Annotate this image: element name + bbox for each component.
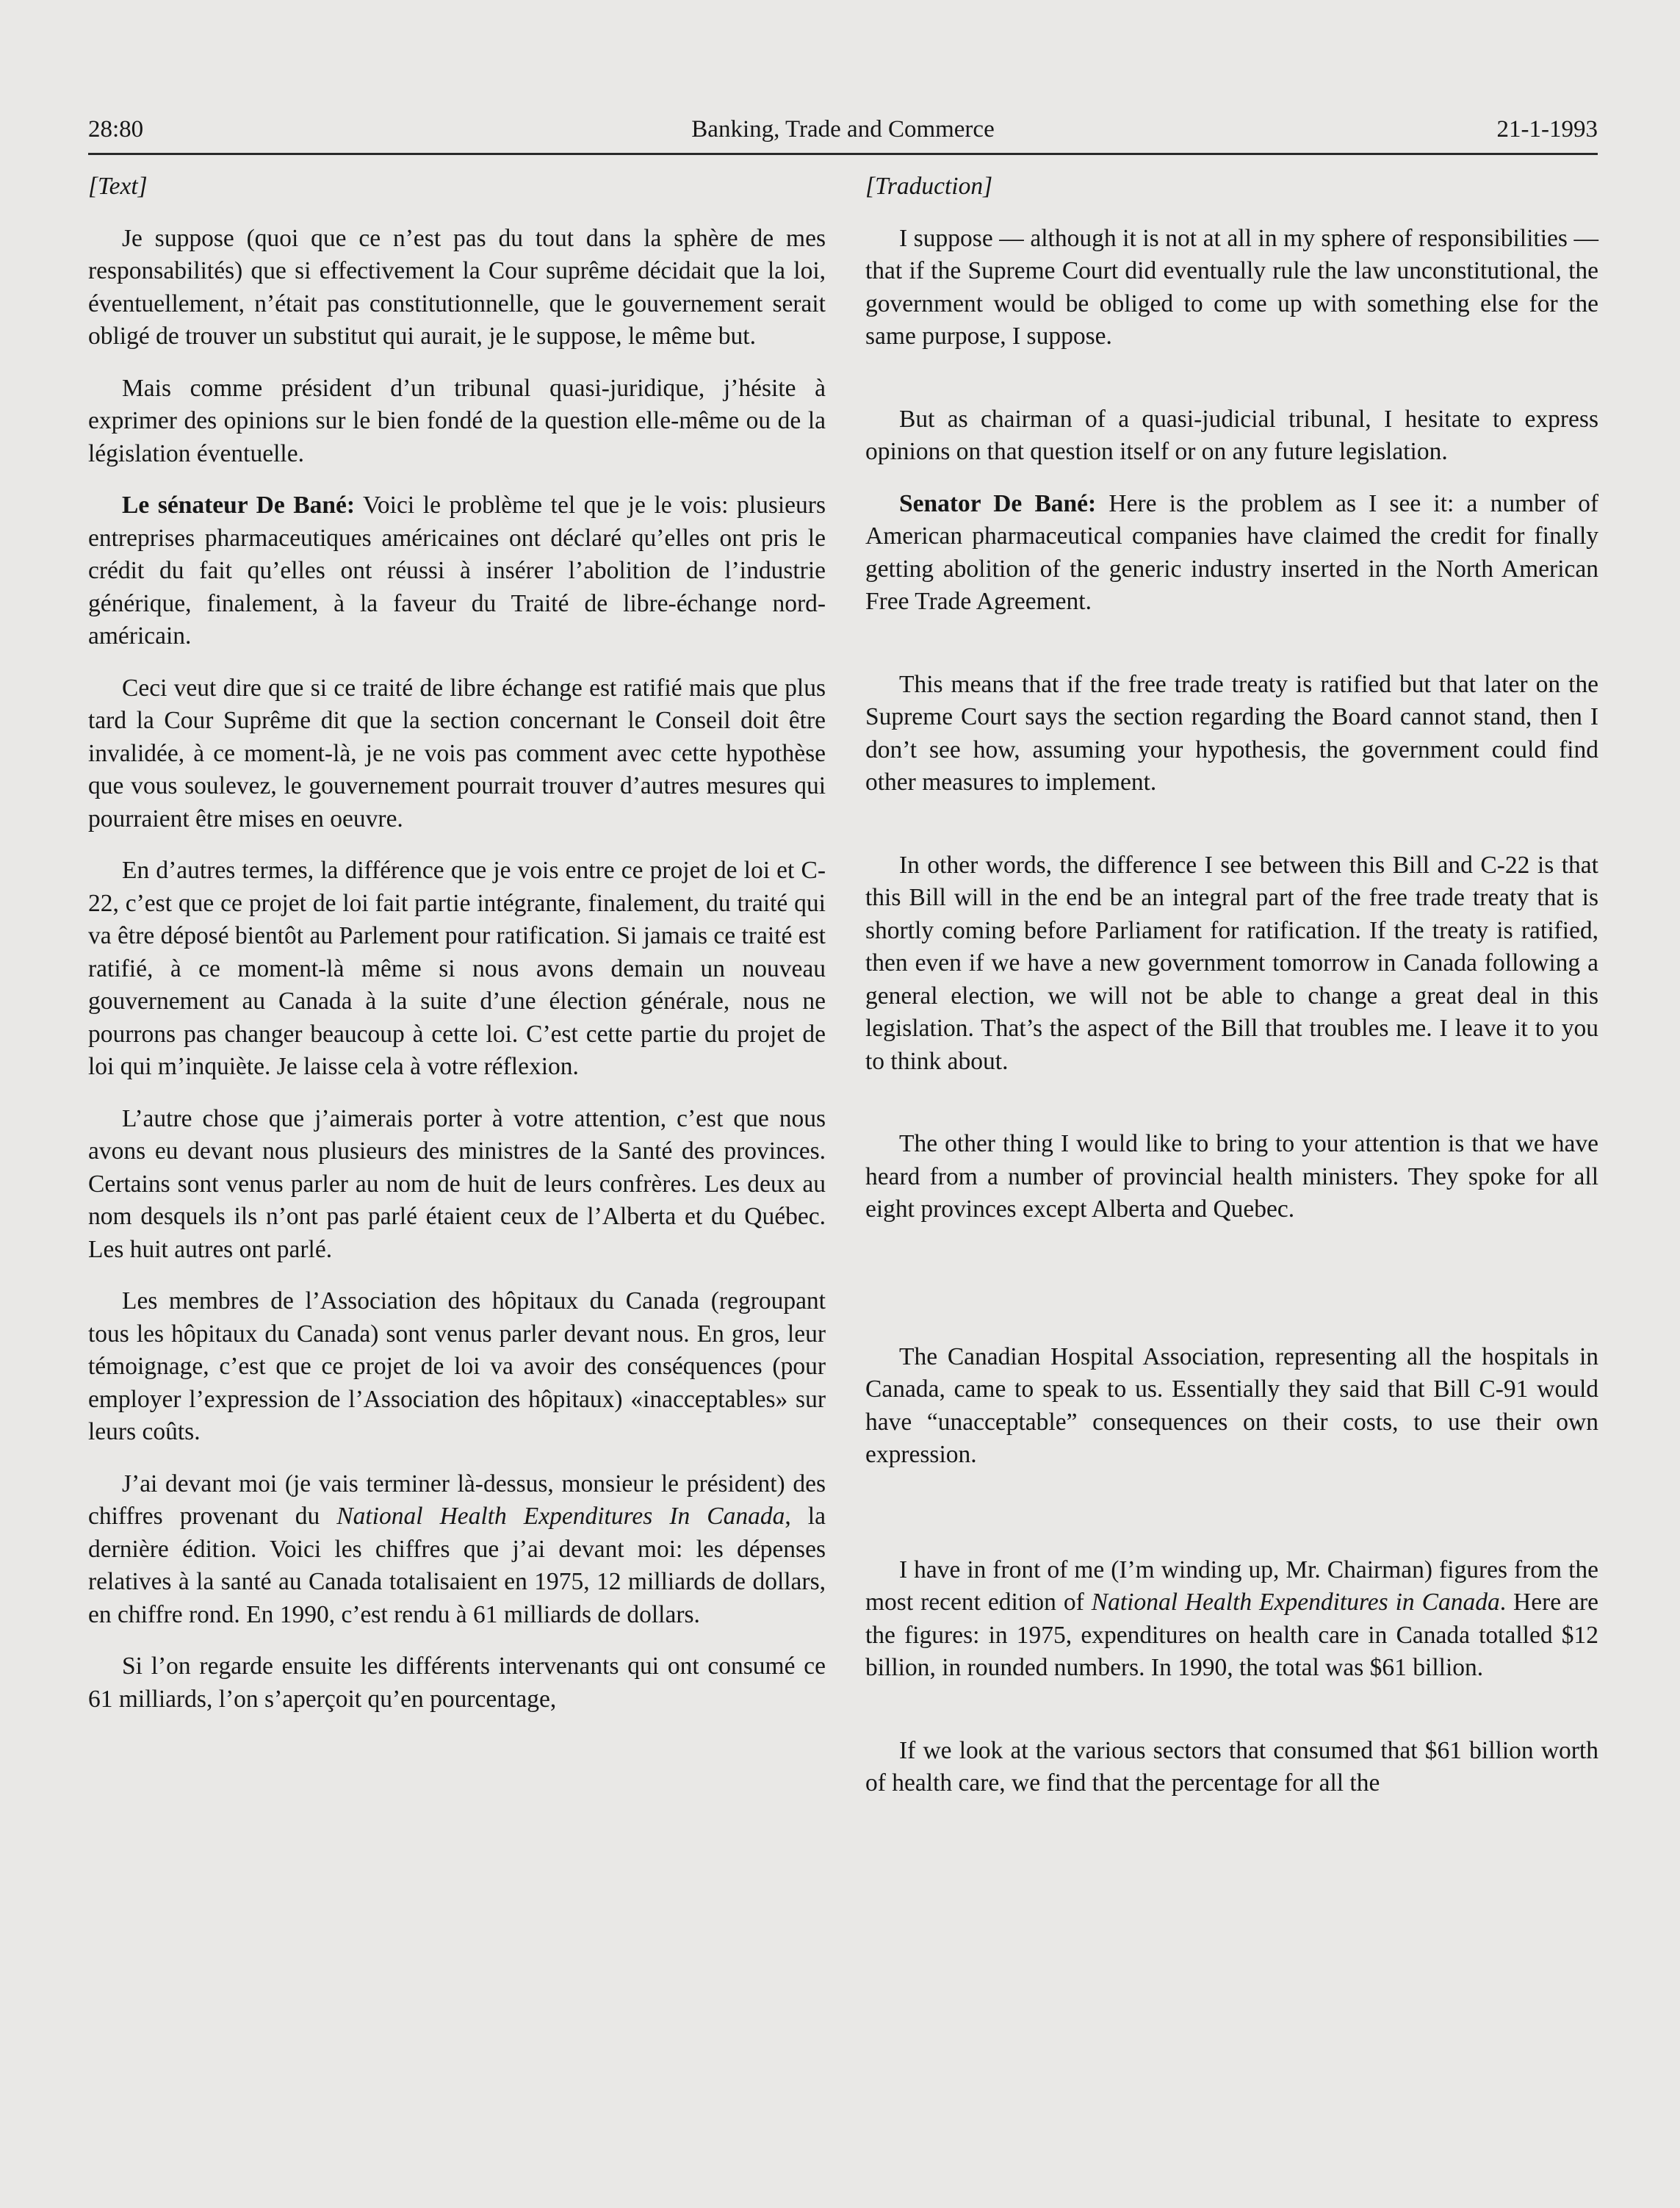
speaker-name: Le sénateur De Bané:: [122, 492, 356, 519]
publication-title: National Health Expenditures in Canada: [1091, 1589, 1500, 1616]
paragraph: Si l’on regarde ensuite les différents intervenants qui ont consumé ce 61 milliards, l’on s’aperçoit qu’en pourcentage,: [88, 1653, 826, 1713]
paragraph: Le sénateur De Bané: Voici le problème tel que je le vois: plusieurs entreprises pharmaceutiques américaines ont déclaré qu’elles ont pris le crédit du fait qu’elles ont réussi à insérer l’abolition de l’industrie générique, finalement, à la faveur du Traité de libre-échange nord-américain.: [88, 492, 826, 650]
paragraph: Ceci veut dire que si ce traité de libre échange est ratifié mais que plus tard la Cour Suprême dit que la section concernant le Conseil doit être invalidée, à ce moment-là, je ne vois pas comment avec cette hypothèse que vous soulevez, le gouvernement pourrait trouver d’autres mesures qui pourraient être mises en oeuvre.: [88, 674, 826, 833]
french-column: [88, 170, 826, 1716]
page-header: [88, 110, 1598, 155]
publication-title: National Health Expenditures In Canada: [336, 1503, 785, 1530]
paragraph: I suppose — although it is not at all in my sphere of responsibilities — that if the Supreme Court did eventually rule the law unconstitutional, the government would be obliged to come up with something else for the same purpose, I suppose.: [865, 224, 1598, 350]
paragraph: J’ai devant moi (je vais terminer là-dessus, monsieur le président) des chiffres provenant du National Health Expenditures In Canada, la dernière édition. Voici les chiffres que j’ai devant moi: les dépenses relatives à la santé au Canada totalisaient en 1975, 12 milliards de dollars, en chiffre rond. En 1990, c’est rendu à 61 milliards de dollars.: [88, 1470, 826, 1628]
speaker-name: Senator De Bané:: [899, 489, 1097, 517]
paragraph: The other thing I would like to bring to your attention is that we have heard from a number of provincial health ministers. They spoke for all eight provinces except Alberta and Quebec.: [865, 1130, 1598, 1223]
paragraph: But as chairman of a quasi-judicial tribunal, I hesitate to express opinions on that question itself or on any future legislation.: [865, 405, 1598, 465]
page-number: 28:80: [88, 116, 144, 143]
paragraph: L’autre chose que j’aimerais porter à votre attention, c’est que nous avons eu devant nous plusieurs des ministres de la Santé des provinces. Certains sont venus parler au nom de huit de leurs confrères. Les deux au nom desquels ils n’ont pas parlé étaient ceux de l’Alberta et du Québec. Les huit autres ont parlé.: [88, 1104, 826, 1263]
paragraph: This means that if the free trade treaty is ratified but that later on the Supreme Court says the section regarding the Board cannot stand, then I don’t see how, assuming your hypothesis, the government could find other measures to implement.: [865, 670, 1598, 796]
paragraph: Mais comme président d’un tribunal quasi-juridique, j’hésite à exprimer des opinions sur le bien fondé de la question elle-même ou de la législation éventuelle.: [88, 374, 826, 467]
committee-title: Banking, Trade and Commerce: [691, 116, 995, 143]
paragraph: Je suppose (quoi que ce n’est pas du tout dans la sphère de mes responsabilités) que si effectivement la Cour suprême décidait que la loi, éventuellement, n’était pas constitutionnelle, que le gouvernement serait obligé de trouver un substitut qui aurait, je le suppose, le même but.: [88, 224, 826, 350]
paragraph: If we look at the various sectors that consumed that $61 billion worth of health care, we find that the percentage for all the: [865, 1736, 1598, 1797]
paragraph: The Canadian Hospital Association, representing all the hospitals in Canada, came to speak to us. Essentially they said that Bill C-91 would have “unacceptable” consequences on their costs, to use their own expression.: [865, 1342, 1598, 1468]
paragraph: Les membres de l’Association des hôpitaux du Canada (regroupant tous les hôpitaux du Canada) sont venus parler devant nous. En gros, leur témoignage, c’est que ce projet de loi va avoir des conséquences (pour employer l’expression de l’Association des hôpitaux) «inacceptables» sur leurs coûts.: [88, 1287, 826, 1445]
header-date: 21-1-1993: [1496, 116, 1598, 143]
language-label: [Traduction]: [865, 173, 993, 200]
language-label: [Text]: [88, 173, 148, 200]
paragraph: Senator De Bané: Here is the problem as I see it: a number of American pharmaceutical companies have claimed the credit for finally getting abolition of the generic industry inserted in the North American Free Trade Agreement.: [865, 489, 1598, 615]
paragraph: In other words, the difference I see between this Bill and C-22 is that this Bill will in the end be an integral part of the free trade treaty that is shortly coming before Parliament for ratification. If the treaty is ratified, then even if we have a new government tomorrow in Canada following a general election, we will not be able to change a great deal in this legislation. That’s the aspect of the Bill that troubles me. I leave it to you to think about.: [865, 851, 1598, 1075]
paragraph: I have in front of me (I’m winding up, Mr. Chairman) figures from the most recent edition of National Health Expenditures in Canada. Here are the figures: in 1975, expenditures on health care in Canada totalled $12 billion, in rounded numbers. In 1990, the total was $61 billion.: [865, 1556, 1598, 1681]
english-column: [865, 170, 1598, 1800]
paragraph: En d’autres termes, la différence que je vois entre ce projet de loi et C-22, c’est que ce projet de loi fait partie intégrante, finalement, du traité qui va être déposé bientôt au Parlement pour ratification. Si jamais ce traité est ratifié, à ce moment-là même si nous avons demain un nouveau gouvernement au Canada à la suite d’une élection générale, nous ne pourrons pas changer beaucoup à cette loi. C’est cette partie du projet de loi qui m’inquiète. Je laisse cela à votre réflexion.: [88, 857, 826, 1080]
